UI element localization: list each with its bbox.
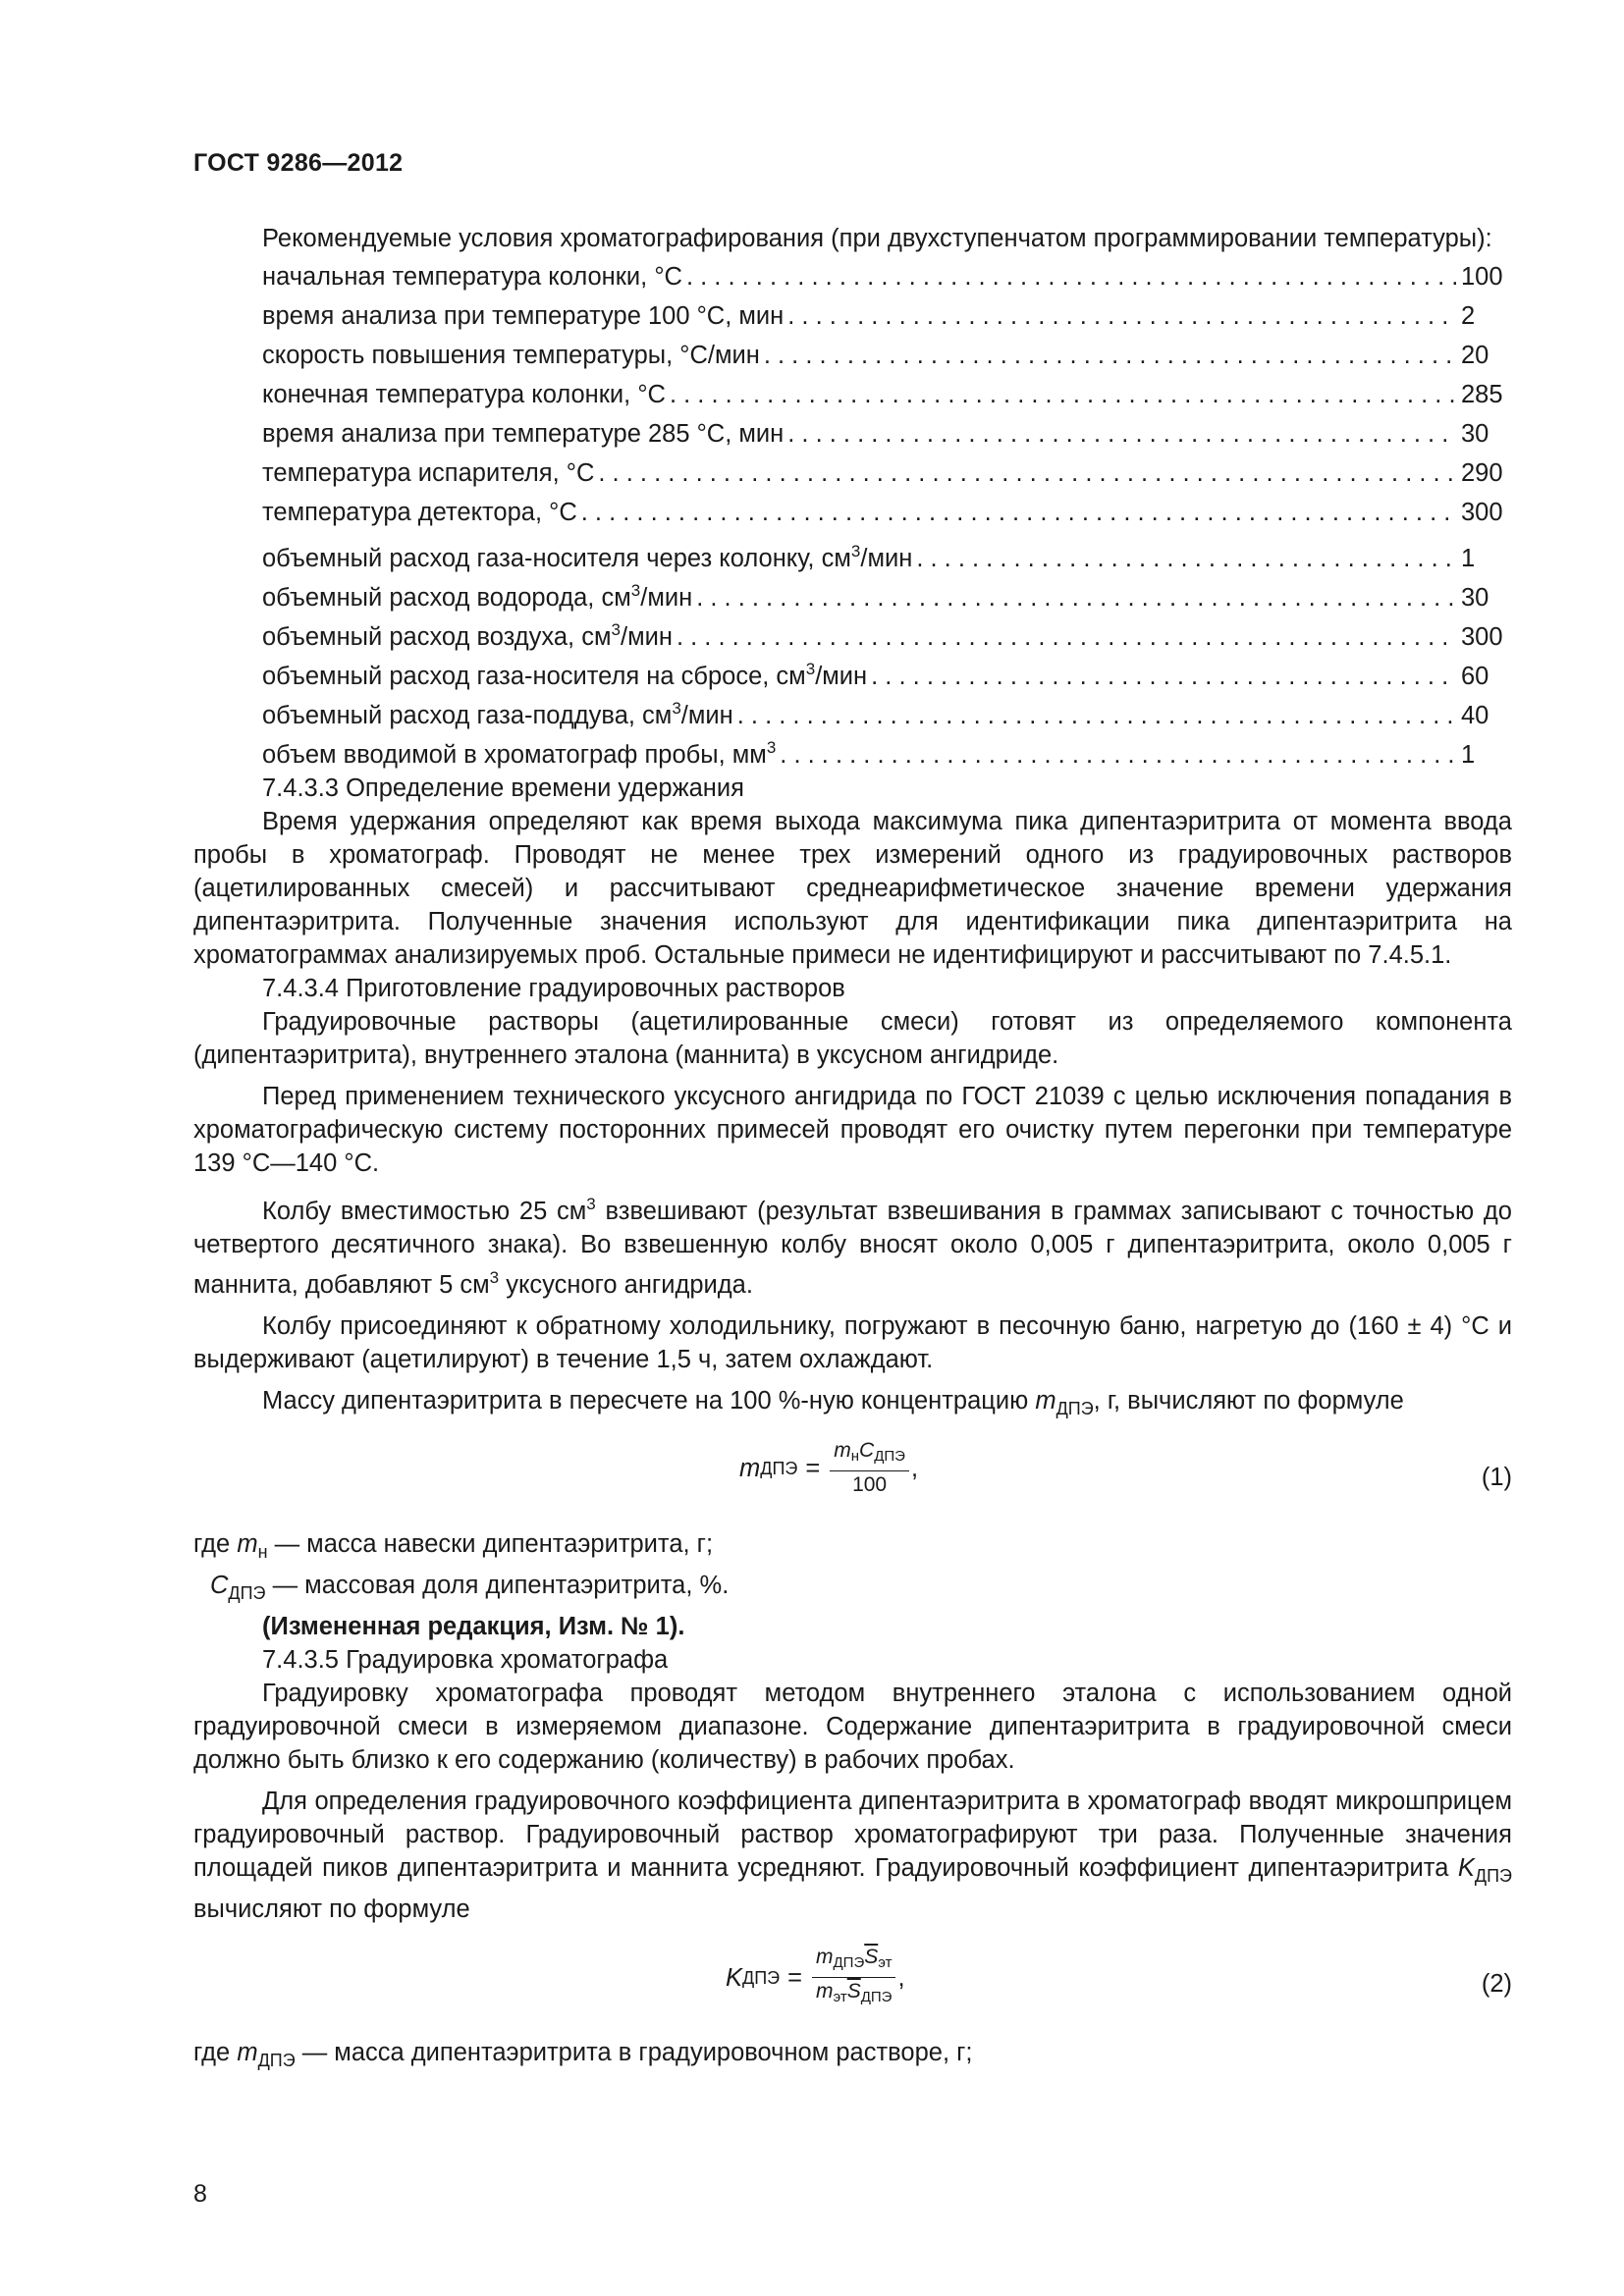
condition-row (262, 257, 1512, 296)
document-page (193, 0, 1512, 2296)
leader-dots (686, 257, 1457, 296)
formula-2-fraction: $\frac{m_{ДПЭ}\overline{S}_{эт}}{m_{эт}\overline{S}_{ДПЭ}}$ (812, 1944, 895, 2011)
leader-dots (787, 414, 1457, 454)
conditions-intro: Рекомендуемые условия хроматографирования (при двухступенчатом программировании температуры): (262, 225, 1492, 252)
heading-7-4-3-4: 7.4.3.4 Приготовление градуировочных растворов (262, 975, 845, 1002)
formula-1 (193, 1431, 1512, 1522)
condition-label: объемный расход газа-носителя через колонку, $см^3$/мин (262, 542, 913, 572)
condition-label: начальная температура колонки, °С (262, 263, 682, 291)
condition-value: 100 (1461, 263, 1503, 291)
paragraph-mass-formula-intro: Массу дипентаэритрита в пересчете на 100 %-ную концентрацию $m_{ДПЭ}$, г, вычисляют по формуле (262, 1387, 1404, 1418)
where-mdpe: где $m_{ДПЭ}$ — масса дипентаэритрита в градуировочном растворе, г; (193, 2039, 973, 2070)
where-mn: где $m_н$ — масса навески дипентаэритрита, г; (193, 1530, 714, 1562)
condition-value: 300 (1461, 499, 1503, 526)
leader-dots (696, 578, 1457, 617)
condition-row (262, 454, 1512, 493)
condition-label: температура детектора, °С (262, 499, 577, 526)
leader-dots (916, 539, 1457, 578)
heading-7-4-3-5: 7.4.3.5 Градуировка хроматографа (262, 1646, 669, 1674)
page-number: 8 (193, 2180, 207, 2208)
condition-value: 30 (1461, 584, 1489, 612)
condition-value: 30 (1461, 420, 1489, 448)
condition-value: 300 (1461, 623, 1503, 651)
leader-dots (670, 375, 1457, 414)
condition-value: 20 (1461, 342, 1489, 369)
formula-2-expression: K ДПЭ = $\frac{m_{ДПЭ}\overline{S}_{эт}}{m_{эт}\overline{S}_{ДПЭ}}$ , (726, 1944, 905, 2011)
condition-label: температура испарителя, °С (262, 459, 595, 487)
condition-row (262, 532, 1512, 571)
condition-label: время анализа при температуре 100 °С, мин (262, 302, 785, 330)
leader-dots (737, 696, 1457, 735)
condition-row (262, 296, 1512, 336)
condition-value: 1 (1461, 741, 1476, 769)
condition-value: 1 (1461, 545, 1476, 572)
where-cdpe: $C_{ДПЭ}$ — массовая доля дипентаэритрита, %. (210, 1572, 730, 1603)
leader-dots (598, 454, 1457, 493)
condition-value: 2 (1461, 302, 1476, 330)
conditions-list (262, 257, 1512, 768)
leader-dots (764, 336, 1457, 375)
condition-label: объемный расход газа-поддува, $см^3$/мин (262, 699, 733, 729)
formula-2 (193, 1932, 1512, 2030)
condition-label: время анализа при температуре 285 °С, мин (262, 420, 785, 448)
condition-label: конечная температура колонки, °С (262, 381, 666, 408)
paragraph-acetic-anhydride: Перед применением технического уксусного ангидрида по ГОСТ 21039 с целью исключения попадания в хроматографическую систему посторонних примесей проводят его очистку путем перегонки при температуре 139 °С—140 °С. (193, 1083, 1512, 1177)
condition-row (262, 493, 1512, 532)
paragraph-calibration-solutions: Градуировочные растворы (ацетилированные смеси) готовят из определяемого компонента (дипентаэритрита), внутреннего эталона (маннита) в уксусном ангидриде. (193, 1008, 1512, 1069)
condition-label: объем вводимой в хроматограф пробы, $мм^3$ (262, 738, 777, 769)
heading-7-4-3-3: 7.4.3.3 Определение времени удержания (262, 774, 744, 802)
leader-dots (787, 296, 1457, 336)
condition-value: 40 (1461, 702, 1489, 729)
paragraph-chromatograph-calibration: Градуировку хроматографа проводят методом внутреннего эталона с использованием одной градуировочной смеси в измеряемом диапазоне. Содержание дипентаэритрита в градуировочной смеси должно быть близко к его содержанию (количеству) в рабочих пробах. (193, 1680, 1512, 1774)
leader-dots (581, 493, 1457, 532)
page-header: ГОСТ 9286—2012 (193, 149, 404, 177)
condition-label: скорость повышения температуры, °С/мин (262, 342, 760, 369)
condition-value: 285 (1461, 381, 1503, 408)
formula-2-number: (2) (1481, 1970, 1512, 1998)
condition-label: объемный расход водорода, $см^3$/мин (262, 581, 693, 612)
paragraph-calibration-coefficient: Для определения градуировочного коэффициента дипентаэритрита в хроматограф вводят микрошприцем градуировочный раствор. Градуировочный раствор хроматографируют три раза. Полученные значения площадей пиков дипентаэритрита и маннита усредняют. Градуировочный коэффициент дипентаэритрита $K_{ДПЭ}$ вычисляют по формуле (193, 1788, 1512, 1923)
document-body (193, 222, 1512, 2077)
formula-1-number: (1) (1481, 1464, 1512, 1491)
condition-row (262, 336, 1512, 375)
condition-value: 60 (1461, 663, 1489, 690)
paragraph-retention-time: Время удержания определяют как время выхода максимума пика дипентаэритрита от момента ввода пробы в хроматограф. Проводят не менее трех измерений одного из градуировочных растворов (ацетилированных смесей) и рассчитывают среднеарифметическое значение времени удержания дипентаэритрита. Полученные значения используют для идентификации пика дипентаэритрита на хроматограммах анализируемых проб. Остальные примеси не идентифицируют и рассчитывают по 7.4.5.1. (193, 808, 1512, 969)
condition-row (262, 375, 1512, 414)
leader-dots (871, 657, 1457, 696)
amendment-note: (Измененная редакция, Изм. № 1). (262, 1613, 685, 1640)
condition-row (262, 414, 1512, 454)
paragraph-flask-weighing: Колбу вместимостью 25 $см^3$ взвешивают (результат взвешивания в граммах записывают с точностью до четвертого десятичного знака). Во взвешенную колбу вносят около 0,005 г дипентаэритрита, около 0,005 г маннита, добавляют 5 $см^3$ уксусного ангидрида. (193, 1195, 1512, 1299)
formula-1-fraction: $\frac{m_нC_{ДПЭ}}{100}$ (830, 1437, 909, 1499)
condition-label: объемный расход воздуха, $см^3$/мин (262, 620, 673, 651)
formula-1-expression: m ДПЭ = $\frac{m_нC_{ДПЭ}}{100}$ , (739, 1437, 918, 1499)
leader-dots (780, 735, 1457, 774)
paragraph-reflux: Колбу присоединяют к обратному холодильнику, погружают в песочную баню, нагретую до (160 ± 4) °С и выдерживают (ацетилируют) в течение 1,5 ч, затем охлаждают. (193, 1312, 1512, 1373)
condition-label: объемный расход газа-носителя на сбросе, $см^3$/мин (262, 660, 868, 690)
condition-value: 290 (1461, 459, 1503, 487)
